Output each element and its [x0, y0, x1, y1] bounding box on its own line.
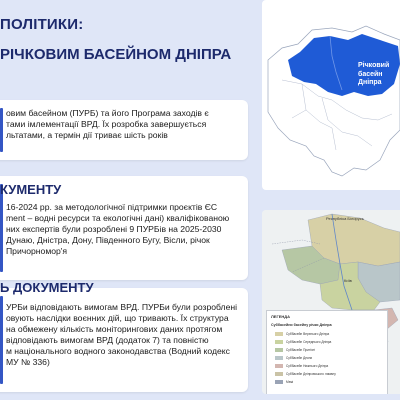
legend-swatch	[275, 348, 283, 352]
legend-label: Суббасейн Нижнього Дніпра	[286, 363, 329, 368]
legend-label: Суббасейн Дніпровського лиману	[286, 371, 336, 376]
card-accent-bar	[0, 296, 3, 384]
card-2-text: 16-2024 рр. за методологічної підтримки проєктів ЄС ment – водні ресурси та екологічні дані) кваліфікованою них експертів були розроблені 9 ПУРБів на 2025-2030 Дунаю, Дністра, Дону, Південного Бугу, Вісли, річок Причорномор'я	[6, 202, 230, 256]
slide-title-line2: РІЧКОВИМ БАСЕЙНОМ ДНІПРА	[0, 46, 232, 63]
card-3-heading: Ь ДОКУМЕНТУ	[0, 280, 94, 295]
dnipro-subbasins-map	[262, 210, 400, 394]
city-label-kyiv: Київ	[344, 278, 352, 283]
legend-swatch	[275, 340, 283, 344]
card-2-heading: КУМЕНТУ	[0, 182, 62, 197]
legend-swatch	[275, 332, 283, 336]
legend-label: Межі	[286, 379, 294, 384]
slide-title-line1: ПОЛІТИКИ:	[0, 16, 84, 33]
region-label-line2: басейн Дніпра	[358, 71, 383, 86]
info-card-1	[0, 100, 248, 160]
legend-label: Суббасейн Верхнього Дніпра	[286, 331, 330, 336]
legend-item	[275, 347, 315, 352]
legend-label: Суббасейн Середнього Дніпра	[286, 339, 332, 344]
info-card-3	[0, 280, 248, 392]
info-card-2	[0, 176, 248, 280]
legend-item	[275, 379, 293, 384]
legend-label: Суббасейн Прип'яті	[286, 347, 316, 352]
card-accent-bar	[0, 108, 3, 152]
legend-title: ЛЕГЕНДА	[271, 314, 291, 319]
legend-item	[275, 363, 328, 368]
legend-swatch	[275, 372, 283, 376]
legend-item	[275, 331, 329, 336]
legend-swatch	[275, 364, 283, 368]
legend-item	[275, 339, 331, 344]
legend-item	[275, 371, 336, 376]
card-accent-bar	[0, 184, 3, 272]
ukraine-basin-map	[262, 0, 400, 190]
legend-label: Суббасейн Десни	[286, 355, 313, 360]
city-label-belarus: Республіка Білорусь	[326, 216, 364, 221]
ukraine-map-svg	[262, 0, 400, 190]
map-legend	[266, 310, 388, 394]
region-label-line1: Річковий	[358, 62, 390, 69]
card-3-text: УРБи відповідають вимогам ВРД. ПУРБи були розроблені овують наслідки воєнних дій, що тривають. Їх структура на обмежену кількість моніторингових даних протягом відповідають вимогам ВРД (додаток 7) та повністю м національного водного законодавства (Водний кодекс МУ № 336)	[6, 302, 238, 367]
legend-swatch	[275, 356, 283, 360]
legend-subtitle: Суббасейни басейну річки Дніпра	[271, 323, 332, 327]
card-1-text: овим басейном (ПУРБ) та його Програма заходів є тами імлементації ВРД. Їх розробка завершується льтатами, а термін дії триває шість років	[6, 108, 209, 140]
legend-item	[275, 355, 312, 360]
legend-swatch	[275, 380, 283, 384]
